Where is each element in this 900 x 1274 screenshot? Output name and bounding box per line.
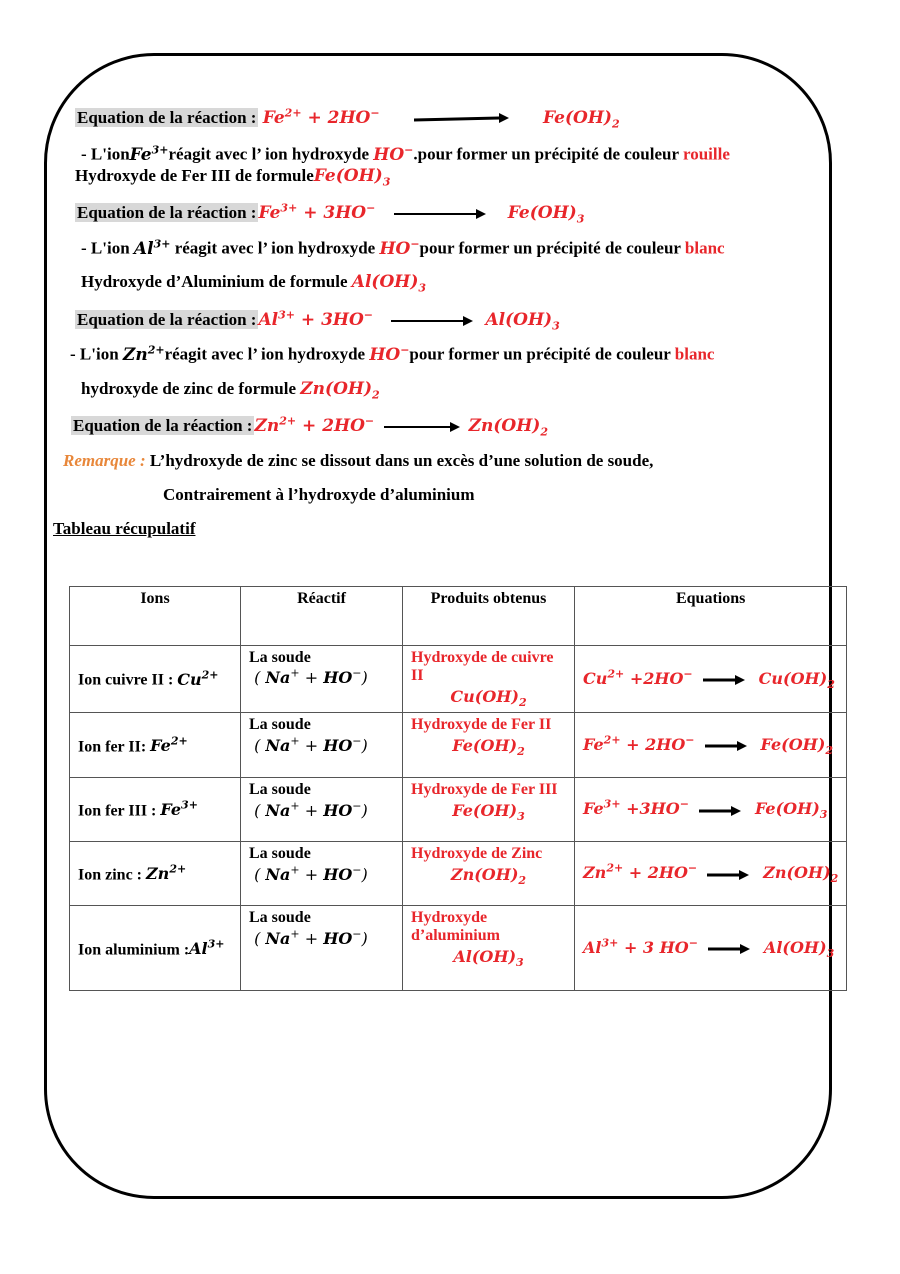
zn2-formula-line: hydroxyde de zinc de formule $Zn(OH)_2$ <box>81 379 380 402</box>
reactif-cell: La soude ( Na+ + HO−) <box>241 906 403 991</box>
fe3-formula-line: Hydroxyde de Fer III de $formuleFe(OH)_3$ <box>75 166 391 189</box>
arrow-icon <box>707 869 749 881</box>
summary-table <box>69 586 847 991</box>
reactif-cell: La soude ( Na+ + HO−) <box>241 778 403 842</box>
table-header-row <box>70 587 847 646</box>
product-cell: Hydroxyde de Fer II $Fe(OH)_2$ <box>403 713 575 778</box>
arrow-icon <box>391 315 473 327</box>
reactif-cell: La soude ( Na+ + HO−) <box>241 646 403 713</box>
arrow-icon <box>703 674 745 686</box>
table-row <box>70 842 847 906</box>
hydroxide-ion: HO− <box>373 143 414 165</box>
fe3-ion: $Fe^{3+}$ <box>129 143 169 165</box>
equation-cell: $Al^{3+} + 3$ HO− $Al(OH)_3$ <box>575 906 847 991</box>
arrow-icon <box>394 208 486 220</box>
equation-cell: $Fe^{2+} + 2HO^-$ $Fe(OH)_2$ <box>575 713 847 778</box>
header-ions: Ions <box>70 587 241 646</box>
equation-reactants: $Fe^{2+} + 2HO^-$ <box>262 106 380 128</box>
remark-continuation: Contrairement à l’hydroxyde d’aluminium <box>163 485 475 504</box>
zn2-description: - L'ion $Zn^{2+}réagit$ avec l’ ion hydroxyde HO−pour former un précipité de couleur blanc <box>70 343 715 365</box>
table-title: Tableau récupulatif <box>53 519 196 538</box>
reactif-cell: La soude ( Na+ + HO−) <box>241 713 403 778</box>
al3-formula-line: Hydroxyde d’Aluminium de formule $Al(OH)_3$ <box>81 272 427 295</box>
equation-cell: $Cu^{2+} +2HO^-$ $Cu(OH)_2$ <box>575 646 847 713</box>
table-row <box>70 906 847 991</box>
ion-cell: Ion fer II: $Fe^{2+}$ <box>70 713 241 778</box>
product-cell: Hydroxyde de Fer III $Fe(OH)_3$ <box>403 778 575 842</box>
equation-fe2 <box>75 106 620 130</box>
equation-cell: $Fe^{3+} +3HO^-$ $Fe(OH)_3$ <box>575 778 847 842</box>
remark: Remarque : L’hydroxyde de zinc se dissout dans un excès d’une solution de soude, <box>63 451 654 470</box>
al3-description: - L'ion $Al^{3+}$ réagit avec l’ ion hydroxyde HO−pour former un précipité de couleur blanc <box>81 237 725 259</box>
ion-cell: Ion cuivre II : $Cu^{2+}$ <box>70 646 241 713</box>
header-equations: Equations <box>575 587 847 646</box>
arrow-icon <box>384 421 460 433</box>
table-row <box>70 778 847 842</box>
header-produits: Produits obtenus <box>403 587 575 646</box>
arrow-icon <box>705 740 747 752</box>
equation-zn2: Equation de la réaction : $Zn^{2+} + 2HO^-$ $Zn(OH)_2$ <box>73 414 548 439</box>
table-row <box>70 646 847 713</box>
equation-al3: Equation de la réaction : $Al^{3+} + 3HO^-$ $Al(OH)_3$ <box>77 308 560 333</box>
reactif-cell: La soude ( Na+ + HO−) <box>241 842 403 906</box>
arrow-icon <box>699 805 741 817</box>
equation-label: Equation de la réaction : <box>77 107 257 127</box>
product-cell: Hydroxyde de cuivre II $Cu(OH)_2$ <box>403 646 575 713</box>
header-reactif: Réactif <box>241 587 403 646</box>
arrow-icon <box>708 943 750 955</box>
remark-label: Remarque : <box>63 451 146 470</box>
fe3-description: - L'ionFe$^{3+}$réagit avec l’ ion hydroxyde HO−.pour former un précipité de couleur rouille <box>81 143 730 165</box>
equation-product: $Fe(OH)_2$ <box>543 107 620 131</box>
ion-cell: Ion aluminium $:Al^{3+}$ <box>70 906 241 991</box>
table-row <box>70 713 847 778</box>
product-cell: Hydroxyde de Zinc $Zn(OH)_2$ <box>403 842 575 906</box>
equation-cell: $Zn^{2+} + 2HO^-$ $Zn(OH)_2$ <box>575 842 847 906</box>
product-cell: Hydroxyde d’aluminium $Al(OH)_3$ <box>403 906 575 991</box>
equation-fe3: Equation de la réaction : $Fe^{3+} + 3HO^-$ $Fe(OH)_3$ <box>77 201 585 226</box>
ion-cell: Ion zinc : $Zn^{2+}$ <box>70 842 241 906</box>
arrow-icon <box>414 113 509 125</box>
ion-cell: Ion fer III : $Fe^{3+}$ <box>70 778 241 842</box>
